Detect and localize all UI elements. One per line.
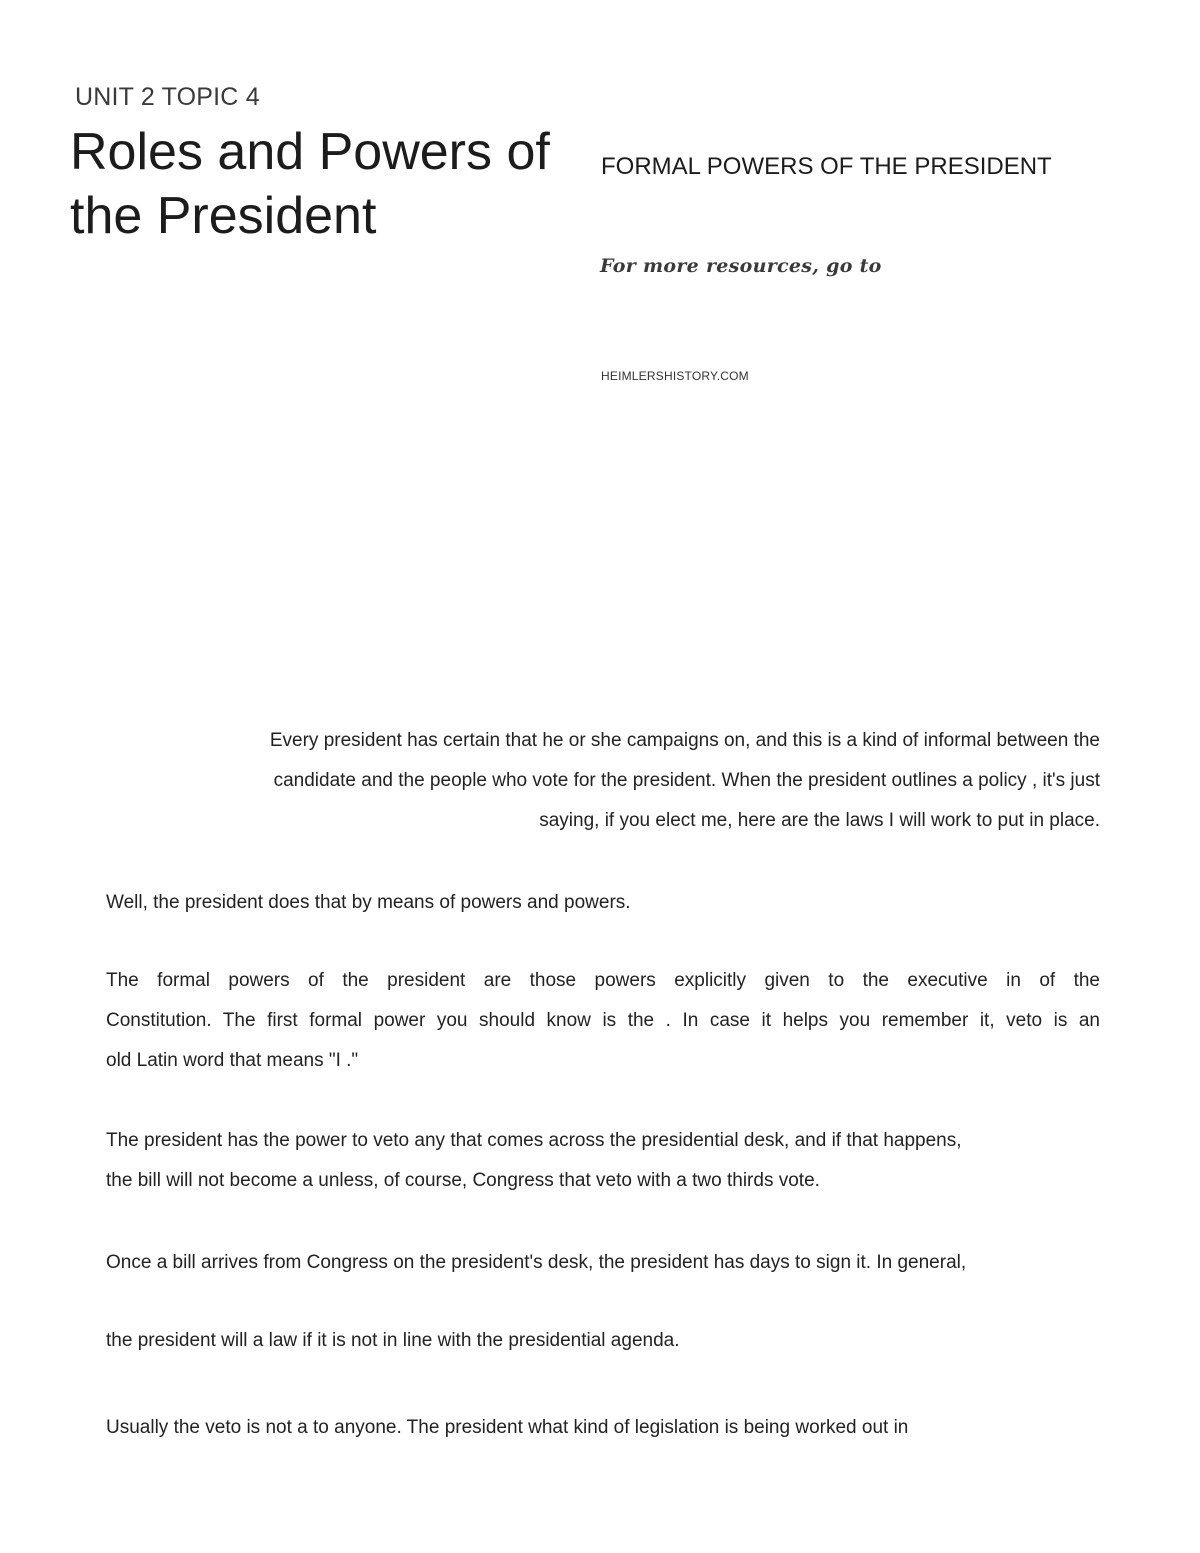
- paragraph-veto-usage: [106, 1413, 1100, 1453]
- text-line: the president will a law if it is not in line with the presidential agenda.: [106, 1330, 680, 1351]
- paragraph-formal-powers: [106, 966, 1100, 1086]
- resources-note: For more resources, go to: [600, 255, 882, 277]
- text-line: the bill will not become a unless, of course, Congress that veto with a two thirds vote.: [106, 1170, 820, 1191]
- text-line: saying, if you elect me, here are the laws I will work to put in place.: [539, 810, 1100, 831]
- text-line: Constitution. The first formal power you should know is the . In case it helps you remember it, veto is an: [106, 1010, 1100, 1031]
- text-line: Every president has certain that he or she campaigns on, and this is a kind of informal between the: [269, 730, 1100, 751]
- paragraph-agenda: [106, 1326, 1100, 1366]
- paragraph-veto-power: [106, 1126, 1100, 1206]
- text-line: candidate and the people who vote for the president. When the president outlines a policy , it's just: [273, 770, 1100, 791]
- paragraph-formal-informal: [106, 888, 1100, 928]
- text-line: Usually the veto is not a to anyone. The president what kind of legislation is being worked out in: [106, 1417, 909, 1438]
- intro-paragraph: [140, 726, 1100, 846]
- page-title: Roles and Powers of the President: [70, 123, 550, 245]
- text-line: Well, the president does that by means of powers and powers.: [106, 892, 631, 913]
- unit-label: UNIT 2 TOPIC 4: [75, 83, 260, 111]
- site-link[interactable]: HEIMLERSHISTORY.COM: [601, 369, 749, 383]
- section-title: FORMAL POWERS OF THE PRESIDENT: [601, 153, 1052, 180]
- text-line: Once a bill arrives from Congress on the president's desk, the president has days to sign it. In general,: [106, 1252, 967, 1273]
- text-line: The formal powers of the president are those powers explicitly given to the executive in of the: [106, 970, 1100, 991]
- text-line: old Latin word that means "I .": [106, 1050, 359, 1071]
- text-line: The president has the power to veto any that comes across the presidential desk, and if that happens,: [106, 1130, 962, 1151]
- paragraph-sign-days: [106, 1248, 1100, 1288]
